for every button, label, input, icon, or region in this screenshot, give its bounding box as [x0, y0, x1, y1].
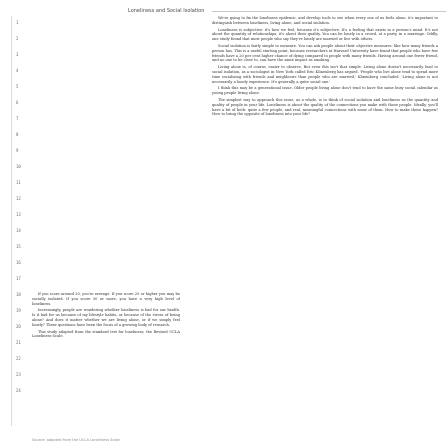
- line-number: 14: [16, 228, 21, 233]
- paragraph: The simplest way to approach this issue, as a whole, is to think of social isolation and loneliness as the quantity and quality of people in your life. Loneliness is about the quality of the connections you make with those people. Ideally, you'll have a bit of both: quite a few people, and real, meaningful connections with some of them. How to make those happen? How to bring the opposite of loneliness into your life?: [212, 97, 438, 117]
- paragraph: Increasingly, people are wondering whether loneliness is bad for our health. Is it bad for us because of my lifestyle habits, or because of the stress of being alone? And does it matter whether we are living alone, or if we simply feel lonely? These questions have been the focus of a growing body of research.: [32, 308, 180, 327]
- page-title: Loneliness and Social Isolation: [128, 8, 205, 14]
- line-number: 23: [16, 372, 21, 377]
- line-number: 20: [16, 324, 21, 329]
- footer-note: Source: adapted from the UCLA Loneliness Scale: [32, 438, 120, 442]
- line-number: 19: [16, 308, 21, 313]
- paragraph: We're going to fix the loneliness epidemic, and develop tools to see when every one of us feels alone, it's important to distinguish between loneliness, living alone, and social isolation.: [212, 16, 438, 25]
- line-number: 15: [16, 244, 21, 249]
- line-number: 10: [16, 164, 21, 169]
- line-number: 5: [16, 84, 19, 89]
- line-number: 2: [16, 36, 19, 41]
- line-number: 8: [16, 132, 19, 137]
- paragraph: I think this may be a generational issue. Older people living alone don't tend to have the same busy social calendar as young people living alone.: [212, 86, 438, 96]
- header-divider: [212, 11, 446, 12]
- line-number: 17: [16, 276, 21, 281]
- line-number: 13: [16, 212, 21, 217]
- line-number: 21: [16, 340, 21, 345]
- left-column: [32, 292, 180, 372]
- line-number: 3: [16, 52, 19, 57]
- line-number: 18: [16, 292, 21, 297]
- line-number: 16: [16, 260, 21, 265]
- line-number-gutter: [0, 16, 26, 426]
- paragraph: Loneliness is subjective: it's how we feel, because it's subjective. It's a feeling that exists in a person's mind. It's not about the quantity of relationships, it's about their quality. You can be lonely in a crowd, at a party, in a marriage. Oddly, one study found that most people who say they're lonely are married or live with others.: [212, 27, 438, 42]
- line-number: 4: [16, 68, 19, 73]
- paragraph: Social isolation is fairly simple to measure. You can ask people about their objective measures: like how many friends a person has. This is a useful starting point, because researchers at Harvard University have found that people who have few friends have a 20 per cent higher chance of dying compared to people with many friends. Having around one fewer friend, and no one to be close to, can have the same impact as smoking.: [212, 43, 438, 63]
- line-number: 9: [16, 148, 19, 153]
- line-number: 1: [16, 20, 19, 25]
- paragraph: Living alone is, of course, easier to observe. But even this isn't that simple. Living alone doesn't necessarily lead to social isolation, as a sociologist in New York called Eric Klinenberg has argued. 'People who live alone tend to spend more time socialising with friends and neighbours than people who are married,' Klinenberg concluded. 'Living alone is not necessarily a lonely experience. It's generally a quite social one.': [212, 65, 438, 84]
- paragraph: This study adapted from the standard test for loneliness, the Revised UCLA Loneliness Scale.: [32, 329, 180, 339]
- line-number: 22: [16, 356, 21, 361]
- line-number: 7: [16, 116, 19, 121]
- paragraph: If you score around 20, you're average. If you score 25 or higher you may be socially isolated. If you score 30 or more, you have a very high level of loneliness.: [32, 292, 180, 306]
- right-column: [212, 16, 438, 428]
- line-number: 11: [16, 180, 21, 185]
- line-number: 6: [16, 100, 19, 105]
- line-number: 24: [16, 388, 21, 393]
- line-number: 12: [16, 196, 21, 201]
